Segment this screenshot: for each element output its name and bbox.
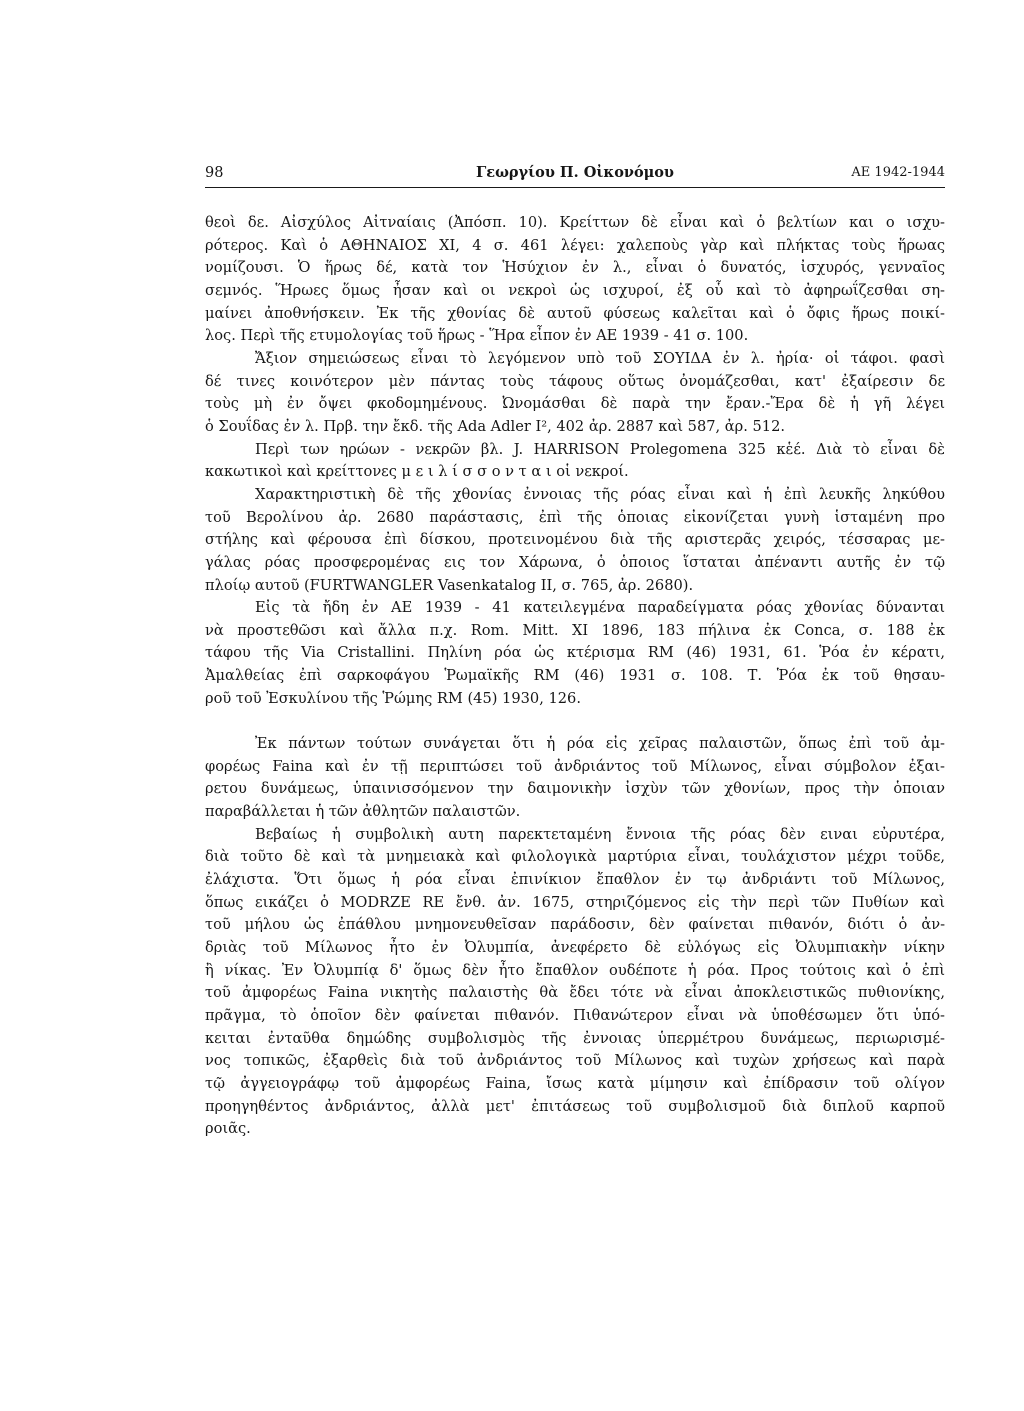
text-line: δριὰς τοῦ Μίλωνος ἦτο ἐν Ὀλυμπία, ἀνεφέρετο δὲ εὐλόγως εἰς Ὀλυμπιακὴν νίκην <box>205 938 945 956</box>
text-line: πρᾶγμα, τὸ ὁποῖον δὲν φαίνεται πιθανόν. Πιθανώτερον εἶναι νὰ ὑποθέσωμεν ὅτι ὑπό- <box>205 1006 945 1024</box>
text-line: Εἰς τὰ ἤδη ἐν ΑΕ 1939 - 41 κατειλεγμένα παραδείγματα ρόας χθονίας δύνανται <box>255 599 945 617</box>
body-text <box>205 212 945 1141</box>
paragraph <box>205 597 945 710</box>
text-line: σεμνός. Ἥρωες ὅμως ἦσαν καὶ οι νεκροὶ ὡς ισχυροί, ἐξ οὗ καὶ τὸ ἀφηρωΐζεσθαι ση- <box>205 281 945 299</box>
text-line: προηγηθέντος ἀνδριάντος, ἀλλὰ μετ' ἐπιτάσεως τοῦ συμβολισμοῦ διὰ διπλοῦ καρποῦ <box>205 1097 945 1115</box>
text-line: δέ τινες κοινότερον μὲν πάντας τοὺς τάφους οὕτως ὀνομάζεσθαι, κατ' ἐξαίρεσιν δε <box>205 372 945 390</box>
text-line: τῷ ἀγγειογράφῳ τοῦ ἀμφορέως Faina, ἴσως κατὰ μίμησιν καὶ ἐπίδρασιν τοῦ ολίγον <box>205 1074 945 1092</box>
text-line: τοῦ Βερολίνου ἀρ. 2680 παράστασις, ἐπὶ τῆς ὁποιας εἰκονίζεται γυνὴ ἱσταμένη προ <box>205 508 945 526</box>
paragraph <box>205 484 945 597</box>
text-line: ὁ Σουΐδας ἐν λ. Πρβ. την ἔκδ. τῆς Ada Adler I², 402 ἀρ. 2887 καὶ 587, ἀρ. 512. <box>205 417 786 435</box>
text-line: κειται ἐνταῦθα δημώδης συμβολισμὸς τῆς ἐννοιας ὑπερμέτρου δυνάμεως, περιωρισμέ- <box>205 1029 945 1047</box>
text-line: Ἀμαλθείας ἐπὶ σαρκοφάγου Ῥωμαϊκῆς RM (46) 1931 σ. 108. Τ. Ῥόα ἐκ τοῦ θησαυ- <box>205 667 945 685</box>
page-number: 98 <box>205 165 224 181</box>
text-line: νος τοπικῶς, ἐξαρθεὶς διὰ τοῦ ἀνδριάντος τοῦ Μίλωνος καὶ τυχὼν χρήσεως καὶ παρὰ <box>205 1052 945 1070</box>
text-line: στήλης καὶ φέρουσα ἐπὶ δίσκου, προτεινομένου διὰ τῆς αριστερᾶς χειρός, τέσσαρας με- <box>205 531 945 549</box>
text-line: ὅπως εικάζει ὁ MODRZE RE ἔνθ. ἀν. 1675, στηριζόμενος εἰς τὴν περὶ τῶν Πυθίων καὶ <box>205 893 945 911</box>
text-line: ροῦ τοῦ Ἐσκυλίνου τῆς Ῥώμης RM (45) 1930, 126. <box>205 689 581 707</box>
text-line: γάλας ρόας προσφερομένας εις τον Χάρωνα, ὁ ὁποιος ἵσταται ἀπέναντι αυτῆς ἐν τῷ <box>205 553 945 571</box>
text-line: Περὶ των ηρώων - νεκρῶν βλ. J. HARRISON Prolegomena 325 κἑέ. Διὰ τὸ εἶναι δὲ <box>255 440 945 458</box>
text-line: ρότερος. Καὶ ὁ ΑΘΗΝΑΙΟΣ XI, 4 σ. 461 λέγει: χαλεποὺς γὰρ καὶ πλήκτας τοὺς ἥρωας <box>205 236 945 254</box>
text-line: ρετου δυνάμεως, ὑπαινισσόμενον την δαιμονικὴν ἰσχὺν τῶν χθονίων, προς τὴν ὁποιαν <box>205 780 945 798</box>
text-line: Ἄξιον σημειώσεως εἶναι τὸ λεγόμενον υπὸ τοῦ ΣΟΥΙΔΑ ἐν λ. ἠρία· οἱ τάφοι. φασὶ <box>255 349 945 367</box>
paragraph-gap <box>205 710 945 733</box>
text-line: παραβάλλεται ἡ τῶν ἀθλητῶν παλαιστῶν. <box>205 803 521 821</box>
text-line: ροιᾶς. <box>205 1120 251 1138</box>
text-line: ἐλάχιστα. Ὅτι ὅμως ἡ ρόα εἶναι ἐπινίκιον ἔπαθλον ἐν τῳ ἀνδριάντι τοῦ Μίλωνος, <box>205 871 945 889</box>
text-line: τοῦ μήλου ὡς ἐπάθλου μνημονευθεῖσαν παράδοσιν, δὲν φαίνεται πιθανόν, διότι ὁ ἀν- <box>205 916 945 934</box>
running-header <box>205 163 945 188</box>
text-line: λος. Περὶ τῆς ετυμολογίας τοῦ ἥρως - Ἥρα εἶπον ἐν ΑΕ 1939 - 41 σ. 100. <box>205 327 749 345</box>
text-line: τοῦ ἀμφορέως Faina νικητὴς παλαιστὴς θὰ ἔδει τότε νὰ εἶναι ἀποκλειστικῶς πυθιονίκης, <box>205 984 945 1002</box>
running-head-journal: ΑΕ 1942-1944 <box>851 165 945 180</box>
text-line: μαίνει ἀποθνήσκειν. Ἐκ τῆς χθονίας δὲ αυτοῦ φύσεως καλεῖται καὶ ὁ ὄφις ἥρως ποικί- <box>205 304 945 322</box>
paragraph <box>205 824 945 1141</box>
paragraph <box>205 733 945 824</box>
text-line: νομίζουσι. Ὁ ἥρως δέ, κατὰ τον Ἡσύχιον ἐν λ., εἶναι ὁ δυνατός, ἰσχυρός, γενναῖος <box>205 259 945 277</box>
paragraph <box>205 439 945 484</box>
text-line: ἢ νίκας. Ἐν Ὀλυμπίᾳ δ' ὅμως δὲν ἦτο ἔπαθλον ουδέποτε ἡ ρόα. Προς τούτοις καὶ ὁ ἐπὶ <box>205 961 945 979</box>
text-line: τάφου τῆς Via Cristallini. Πηλίνη ρόα ὡς κτέρισμα RM (46) 1931, 61. Ῥόα ἐν κέρατι, <box>205 644 945 662</box>
text-line: Χαρακτηριστικὴ δὲ τῆς χθονίας ἐννοιας τῆς ρόας εἶναι καὶ ἡ ἐπὶ λευκῆς ληκύθου <box>255 485 945 503</box>
text-line: κακωτικοὶ καὶ κρείττονες μ ε ι λ ί σ σ ο ν τ α ι οἱ νεκροί. <box>205 463 629 481</box>
text-line: θεοὶ δε. Αἰσχύλος Αἰτναίαις (Ἀπόσπ. 10). Κρείττων δὲ εἶναι καὶ ὁ βελτίων και ο ισχυ- <box>205 214 945 231</box>
running-head-author: Γεωργίου Π. Οἰκονόμου <box>476 164 674 181</box>
text-line: φορέως Faina καὶ ἐν τῇ περιπτώσει τοῦ ἀνδριάντος τοῦ Μίλωνος, εἶναι σύμβολον ἐξαι- <box>205 757 945 775</box>
text-line: διὰ τοῦτο δὲ καὶ τὰ μνημειακὰ καὶ φιλολογικὰ μαρτύρια εἶναι, τουλάχιστον μέχρι τοῦδε, <box>205 848 945 866</box>
paragraph <box>205 348 945 439</box>
text-line: τοὺς μὴ ἐν ὄψει φκοδομημένους. Ὠνομάσθαι δὲ παρὰ την ἔραν.-Ἔρα δὲ ἡ γῆ λέγει <box>205 395 945 413</box>
text-line: Ἐκ πάντων τούτων συνάγεται ὅτι ἡ ρόα εἰς χεῖρας παλαιστῶν, ὅπως ἐπὶ τοῦ ἀμ- <box>255 735 945 753</box>
text-line: Βεβαίως ἡ συμβολικὴ αυτη παρεκτεταμένη ἔννοια τῆς ρόας δὲν ειναι εὐρυτέρα, <box>255 825 945 843</box>
text-line: νὰ προστεθῶσι καὶ ἄλλα π.χ. Rom. Mitt. XI 1896, 183 πήλινα ἐκ Conca, σ. 188 ἐκ <box>205 621 945 639</box>
paragraph <box>205 212 945 348</box>
text-line: πλοίῳ αυτοῦ (FURTWANGLER Vasenkatalog II, σ. 765, ἀρ. 2680). <box>205 576 694 594</box>
